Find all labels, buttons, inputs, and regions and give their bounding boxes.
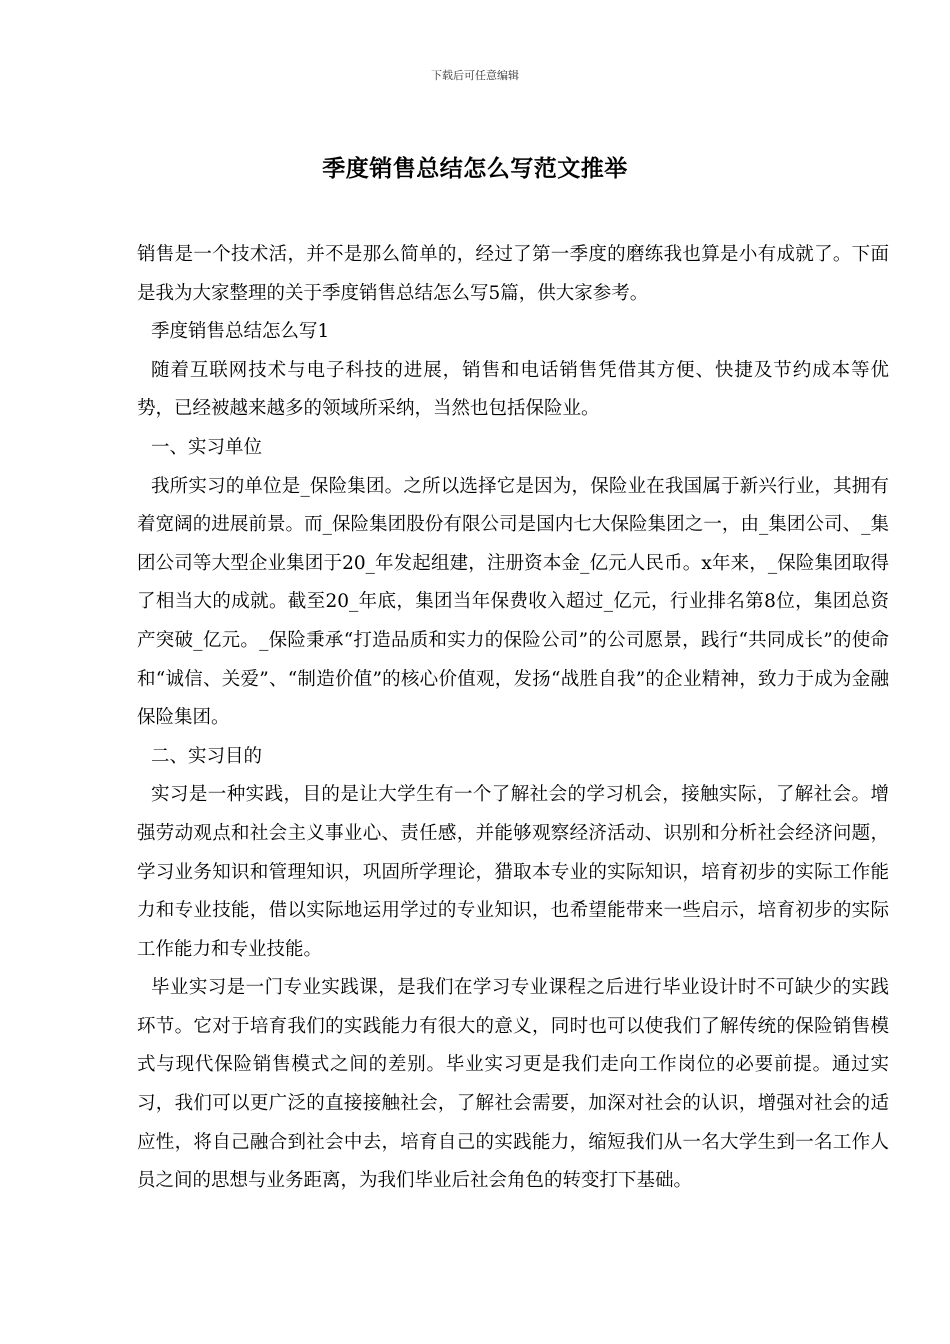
paragraph-internship-unit: 我所实习的单位是_保险集团。之所以选择它是因为，保险业在我国属于新兴行业，其拥有着宽阔的进展前景。而_保险集团股份有限公司是国内七大保险集团之一，由_集团公司、_集团公司等大型企业集团于20_年发起组建，注册资本金_亿元人民币。x年来，_保险集团取得了相当大的成就。截至20_年底，集团当年保费收入超过_亿元，行业排名第8位，集团总资产突破_亿元。_保险秉承“打造品质和实力的保险公司”的公司愿景，践行“共同成长”的使命和“诚信、关爱”、“制造价值”的核心价值观，发扬“战胜自我”的企业精神，致力于成为金融保险集团。 <box>137 475 889 729</box>
section-heading-1: 季度销售总结怎么写1 <box>151 321 330 343</box>
paragraph-intro: 销售是一个技术活，并不是那么简单的，经过了第一季度的磨练我也算是小有成就了。下面是我为大家整理的关于季度销售总结怎么写5篇，供大家参考。 <box>137 244 889 304</box>
section-heading-internship-unit: 一、实习单位 <box>151 436 263 458</box>
header-note: 下载后可任意编辑 <box>431 69 519 82</box>
paragraph-background: 随着互联网技术与电子科技的进展，销售和电话销售凭借其方便、快捷及节约成本等优势，已经被越来越多的领域所采纳，当然也包括保险业。 <box>137 359 889 420</box>
paragraph-graduation-internship: 毕业实习是一门专业实践课，是我们在学习专业课程之后进行毕业设计时不可缺少的实践环节。它对于培育我们的实践能力有很大的意义，同时也可以使我们了解传统的保险销售模式与现代保险销售模式之间的差别。毕业实习更是我们走向工作岗位的必要前提。通过实习，我们可以更广泛的直接接触社会，了解社会需要，加深对社会的认识，增强对社会的适应性，将自己融合到社会中去，培育自己的实践能力，缩短我们从一名大学生到一名工作人员之间的思想与业务距离，为我们毕业后社会角色的转变打下基础。 <box>137 977 889 1192</box>
section-heading-internship-purpose: 二、实习目的 <box>151 745 263 767</box>
document-body <box>137 236 889 1201</box>
document-title: 季度销售总结怎么写范文推举 <box>322 155 628 182</box>
paragraph-internship-purpose: 实习是一种实践，目的是让大学生有一个了解社会的学习机会，接触实际，了解社会。增强劳动观点和社会主义事业心、责任感，并能够观察经济活动、识别和分析社会经济问题，学习业务知识和管理知识，巩固所学理论，猎取本专业的实际知识，培育初步的实际工作能力和专业技能，借以实际地运用学过的专业知识，也希望能带来一些启示，培育初步的实际工作能力和专业技能。 <box>137 784 889 960</box>
